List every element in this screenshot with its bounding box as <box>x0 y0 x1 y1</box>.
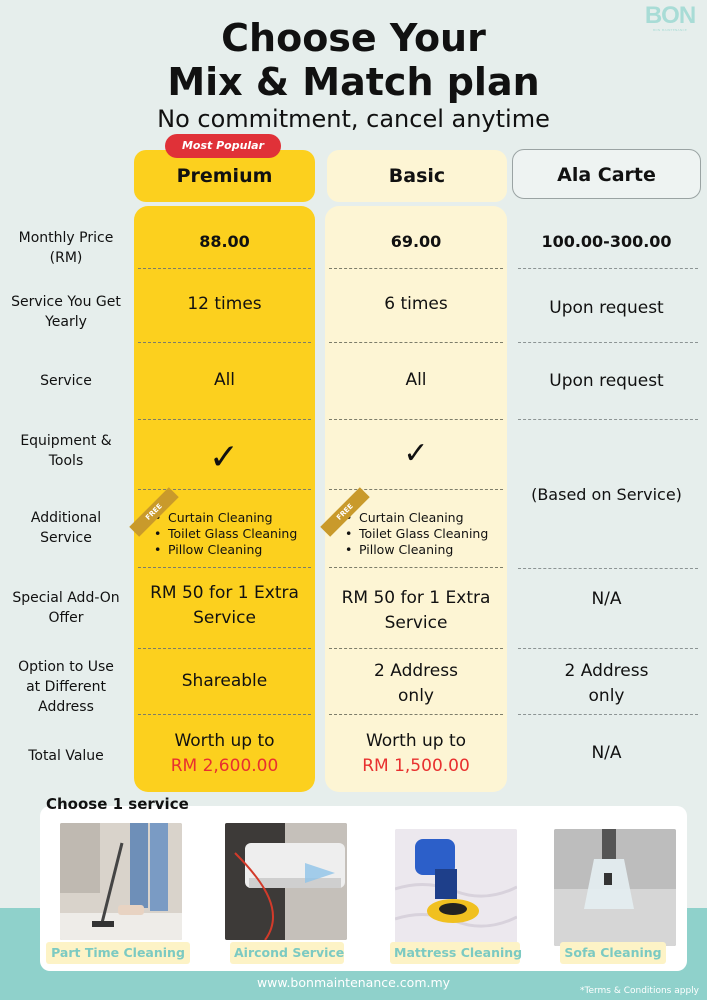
row-label-additional <box>0 508 132 548</box>
cell-text: 2 Address <box>564 661 649 681</box>
row-label-text: Tools <box>48 453 84 469</box>
row-label-special-addon <box>0 588 132 628</box>
page-title-line1: Choose Your <box>221 16 486 60</box>
premium-check-icon: ✓ <box>208 437 240 478</box>
sofa-cleaning-photo[interactable] <box>554 829 676 946</box>
basic-check-icon: ✓ <box>403 436 429 471</box>
alacarte-special-addon: N/A <box>591 589 622 609</box>
plan-header-basic[interactable]: Basic <box>327 150 507 202</box>
row-label-monthly-price <box>0 228 132 268</box>
alacarte-total-value: N/A <box>591 743 622 763</box>
list-item: • Pillow Cleaning <box>154 542 297 558</box>
aircond-scene-icon <box>225 823 347 940</box>
row-divider <box>329 342 503 343</box>
list-item: • Pillow Cleaning <box>345 542 488 558</box>
most-popular-badge: Most Popular <box>165 134 281 158</box>
row-label-text: Additional <box>30 510 102 526</box>
row-label-text: Special Add-On <box>12 590 120 606</box>
vacuum-scene-icon <box>60 823 182 940</box>
row-divider <box>138 342 311 343</box>
service-sofa-cleaning[interactable]: Sofa Cleaning <box>560 942 666 964</box>
list-item: • Curtain Cleaning <box>154 510 297 526</box>
service-part-time-cleaning[interactable]: Part Time Cleaning <box>46 942 190 964</box>
row-divider <box>518 648 698 649</box>
plan-header-alacarte[interactable]: Ala Carte <box>512 149 701 199</box>
footer-website-link[interactable]: www.bonmaintenance.com.my <box>256 975 451 990</box>
premium-monthly-price: 88.00 <box>199 232 250 251</box>
cell-text: 2 Address <box>374 661 458 681</box>
row-label-text: Address <box>38 699 94 715</box>
basic-special-addon <box>325 586 507 636</box>
row-label-text: Yearly <box>45 314 87 330</box>
basic-total-amount: RM 1,500.00 <box>362 756 470 776</box>
alacarte-service: Upon request <box>549 371 664 391</box>
row-label-service: Service <box>40 373 92 389</box>
mattress-scene-icon <box>395 829 517 946</box>
cell-text: Worth up to <box>174 731 275 751</box>
list-item: • Toilet Glass Cleaning <box>154 526 297 542</box>
row-divider <box>138 648 311 649</box>
basic-free-ribbon: FREE <box>320 487 369 536</box>
row-divider <box>138 268 311 269</box>
row-label-yearly <box>0 292 132 332</box>
service-mattress-cleaning[interactable]: Mattress Cleaning <box>390 942 520 964</box>
cell-text: RM 50 for 1 Extra <box>341 588 491 608</box>
row-label-text: at Different <box>26 679 106 695</box>
logo-subtext: BON MAINTENANCE <box>652 28 688 32</box>
row-divider <box>518 419 698 420</box>
basic-total-value <box>325 729 507 779</box>
row-label-total: Total Value <box>28 748 104 764</box>
row-divider <box>138 567 311 568</box>
premium-additional-list <box>154 510 297 558</box>
cell-text: Worth up to <box>365 731 467 751</box>
premium-yearly-service: 12 times <box>187 294 262 314</box>
page-subtitle: No commitment, cancel anytime <box>157 105 550 133</box>
row-label-text: Monthly Price <box>18 230 114 246</box>
premium-total-value <box>134 729 315 779</box>
row-label-address <box>0 657 132 717</box>
row-divider <box>138 714 311 715</box>
row-divider <box>329 714 503 715</box>
cell-text: RM 50 for 1 Extra <box>150 583 299 603</box>
row-divider <box>518 568 698 569</box>
premium-special-addon <box>134 581 315 631</box>
row-divider <box>329 648 503 649</box>
service-aircond[interactable]: Aircond Service <box>230 942 344 964</box>
basic-yearly-service: 6 times <box>384 294 448 314</box>
plan-header-premium[interactable]: Premium <box>134 150 315 202</box>
services-title: Choose 1 service <box>46 795 189 813</box>
alacarte-equipment-additional: (Based on Service) <box>531 485 682 504</box>
sofa-scene-icon <box>554 829 676 946</box>
cell-text: Service <box>384 613 448 633</box>
premium-address: Shareable <box>181 671 268 691</box>
row-label-text: Service <box>40 530 92 546</box>
premium-service: All <box>213 370 236 390</box>
alacarte-address <box>512 659 701 709</box>
row-label-text: Offer <box>48 610 84 626</box>
row-divider <box>329 489 503 490</box>
alacarte-monthly-price: 100.00-300.00 <box>541 232 672 251</box>
row-divider <box>138 419 311 420</box>
list-item: • Curtain Cleaning <box>345 510 488 526</box>
row-divider <box>138 489 311 490</box>
row-label-equipment <box>0 431 132 471</box>
page-title-line2: Mix & Match plan <box>167 60 540 104</box>
alacarte-yearly-service: Upon request <box>549 298 664 318</box>
row-label-text: Service You Get <box>11 294 121 310</box>
row-label-text: Equipment & <box>20 433 112 449</box>
basic-additional-list <box>345 510 488 558</box>
cell-text: Service <box>193 608 256 628</box>
premium-free-ribbon: FREE <box>129 487 178 536</box>
aircond-service-photo[interactable] <box>225 823 347 940</box>
row-divider <box>518 268 698 269</box>
row-divider <box>329 567 503 568</box>
row-divider <box>329 419 503 420</box>
basic-address <box>325 659 507 709</box>
basic-service: All <box>405 370 427 390</box>
row-label-text: (RM) <box>49 250 83 266</box>
premium-total-amount: RM 2,600.00 <box>170 756 279 776</box>
row-label-text: Option to Use <box>18 659 114 675</box>
footer-terms: *Terms & Conditions apply <box>579 986 699 996</box>
logo-mark: BON <box>644 2 696 29</box>
part-time-cleaning-photo[interactable] <box>60 823 182 940</box>
cell-text: only <box>398 686 434 706</box>
list-item: • Toilet Glass Cleaning <box>345 526 488 542</box>
basic-monthly-price: 69.00 <box>390 232 442 251</box>
row-divider <box>518 342 698 343</box>
row-divider <box>518 714 698 715</box>
cell-text: only <box>588 686 625 706</box>
row-divider <box>329 268 503 269</box>
mattress-cleaning-photo[interactable] <box>395 829 517 946</box>
